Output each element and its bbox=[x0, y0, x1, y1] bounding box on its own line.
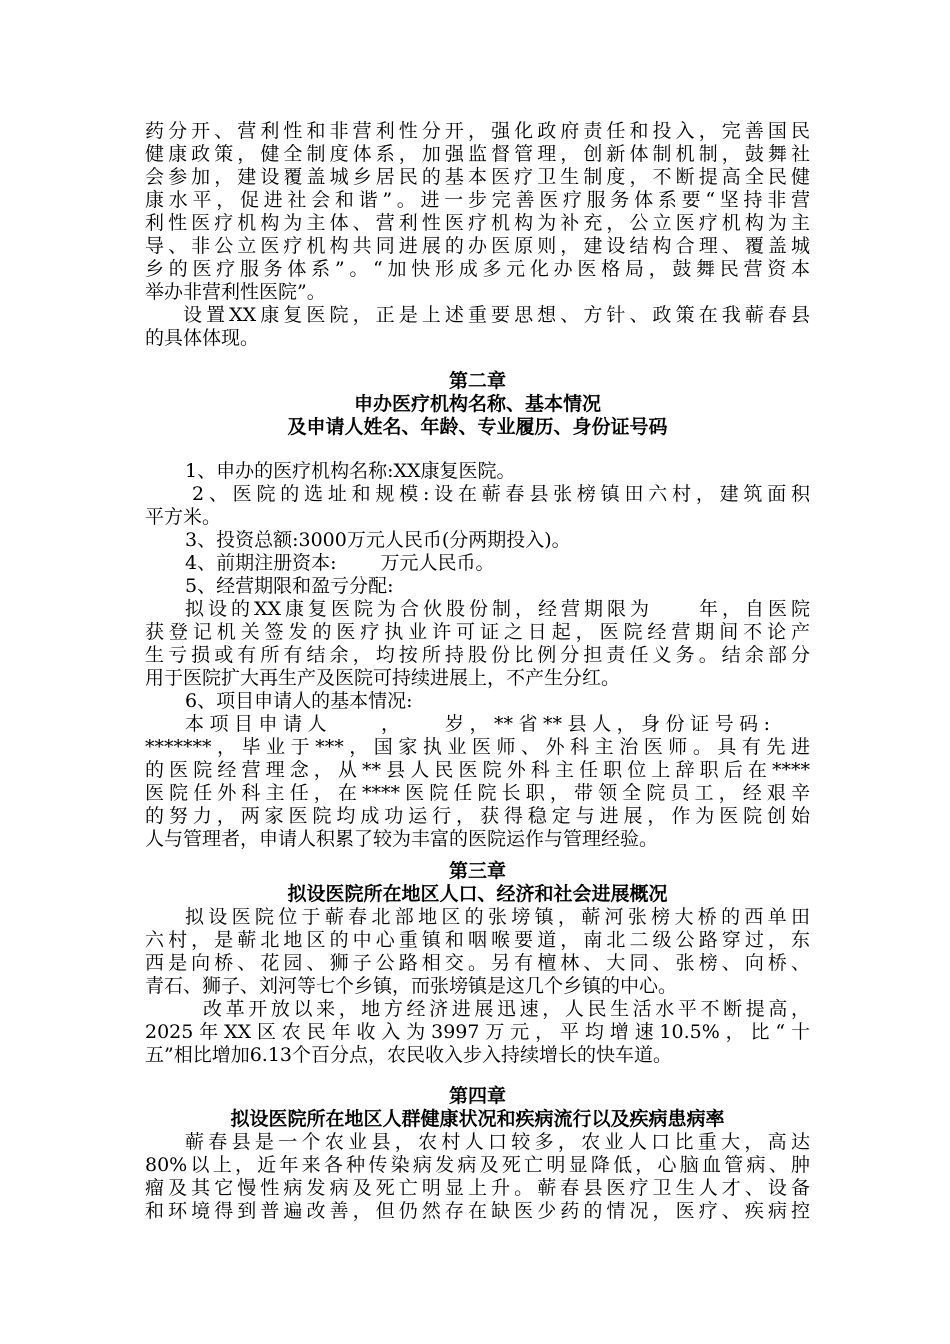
paragraph-line: *******，毕业于***，国家执业医师、外科主治医师。具有先进 bbox=[145, 736, 810, 758]
chapter-title: 第三章 bbox=[448, 860, 506, 882]
paragraph-line: 人与管理者，申请人积累了较为丰富的医院运作与管理经验。 bbox=[145, 828, 659, 850]
list-item: 6、项目申请人的基本情况: bbox=[185, 690, 413, 712]
list-item: 5、经营期限和盈亏分配: bbox=[185, 575, 394, 597]
paragraph-line: 用于医院扩大再生产及医院可持续进展上，不产生分红。 bbox=[145, 667, 621, 689]
paragraph-line: 导、非公立医疗机构共同进展的办医原则，建设结构合理、覆盖城 bbox=[145, 235, 810, 257]
paragraph-line: 设置XX康复医院，正是上述重要思想、方针、政策在我蕲春县 bbox=[183, 304, 810, 326]
paragraph-line: 的具体体现。 bbox=[145, 327, 260, 349]
paragraph-line: 健康政策，健全制度体系，加强监督管理，创新体制机制，鼓舞社 bbox=[145, 143, 810, 165]
paragraph-line: 拟设医院位于蕲春北部地区的张塝镇，蕲河张榜大桥的西单田 bbox=[185, 906, 810, 928]
paragraph-line: 康水平，促进社会和谐”。进一步完善医疗服务体系要“坚持非营 bbox=[145, 189, 810, 211]
paragraph-line: 乡的医疗服务体系”。“加快形成多元化办医格局，鼓舞民营资本 bbox=[145, 258, 810, 280]
paragraph-line: 西是向桥、花园、狮子公路相交。另有檀林、大同、张榜、向桥、 bbox=[145, 952, 810, 974]
paragraph-line: 的努力，两家医院均成功运行，获得稳定与进展，作为医院创始 bbox=[145, 805, 810, 827]
chapter-title: 第四章 bbox=[448, 1085, 506, 1107]
list-item: 2、医院的选址和规模:设在蕲春县张榜镇田六村，建筑面积 bbox=[192, 483, 810, 505]
list-item: 平方米。 bbox=[145, 506, 222, 528]
chapter-subtitle: 申办医疗机构名称、基本情况 bbox=[353, 393, 601, 415]
paragraph-line: 医院任外科主任，在****医院任院长职，带领全院员工，经艰辛 bbox=[145, 782, 810, 804]
paragraph-line: 蕲春县是一个农业县，农村人口较多，农业人口比重大，高达 bbox=[185, 1131, 810, 1153]
paragraph-line: 六村，是蕲北地区的中心重镇和咽喉要道，南北二级公路穿过，东 bbox=[145, 929, 810, 951]
paragraph-line: 会参加，建设覆盖城乡居民的基本医疗卫生制度，不断提高全民健 bbox=[145, 166, 810, 188]
paragraph-line: 青石、狮子、刘河等七个乡镇，而张塝镇是这几个乡镇的中心。 bbox=[145, 975, 678, 997]
list-item: 4、前期注册资本: 万元人民币。 bbox=[185, 552, 495, 574]
chapter-subtitle: 及申请人姓名、年龄、专业履历、身份证号码 bbox=[287, 416, 668, 438]
paragraph-line: 改革开放以来，地方经济进展迅速，人民生活水平不断提高， bbox=[203, 998, 810, 1020]
paragraph-line: 获登记机关签发的医疗执业许可证之日起，医院经营期间不论产 bbox=[145, 621, 810, 643]
paragraph-line: 拟设的XX康复医院为合伙股份制，经营期限为 年，自医院 bbox=[185, 598, 810, 620]
paragraph-line: 举办非营利性医院”。 bbox=[145, 281, 326, 303]
chapter-title: 第二章 bbox=[448, 370, 506, 392]
paragraph-line: 利性医疗机构为主体、营利性医疗机构为补充，公立医疗机构为主 bbox=[145, 212, 810, 234]
paragraph-line: 药分开、营利性和非营利性分开，强化政府责任和投入，完善国民 bbox=[145, 120, 810, 142]
chapter-subtitle: 拟设医院所在地区人口、经济和社会进展概况 bbox=[287, 883, 668, 905]
paragraph-line: 80%以上，近年来各种传染病发病及死亡明显降低，心脑血管病、肿 bbox=[145, 1154, 810, 1176]
paragraph-line: 2025年XX区农民年收入为3997万元，平均增速10.5%，比“十 bbox=[145, 1021, 810, 1043]
list-item: 1、申办的医疗机构名称:XX康复医院。 bbox=[185, 460, 516, 482]
paragraph-line: 的医院经营理念，从**县人民医院外科主任职位上辞职后在**** bbox=[145, 759, 810, 781]
chapter-subtitle: 拟设医院所在地区人群健康状况和疾病流行以及疾病患病率 bbox=[230, 1108, 725, 1130]
paragraph-line: 本项目申请人 ， 岁，**省**县人，身份证号码: bbox=[185, 713, 770, 735]
paragraph-line: 和环境得到普遍改善，但仍然存在缺医少药的情况，医疗、疾病控 bbox=[145, 1200, 810, 1222]
paragraph-line: 五”相比增加6.13个百分点，农民收入步入持续增长的快车道。 bbox=[145, 1044, 673, 1066]
paragraph-line: 生亏损或有所有结余，均按所持股份比例分担责任义务。结余部分 bbox=[145, 644, 810, 666]
paragraph-line: 瘤及其它慢性病发病及死亡明显上升。蕲春县医疗卫生人才、设备 bbox=[145, 1177, 810, 1199]
list-item: 3、投资总额:3000万元人民币(分两期投入)。 bbox=[185, 529, 571, 551]
